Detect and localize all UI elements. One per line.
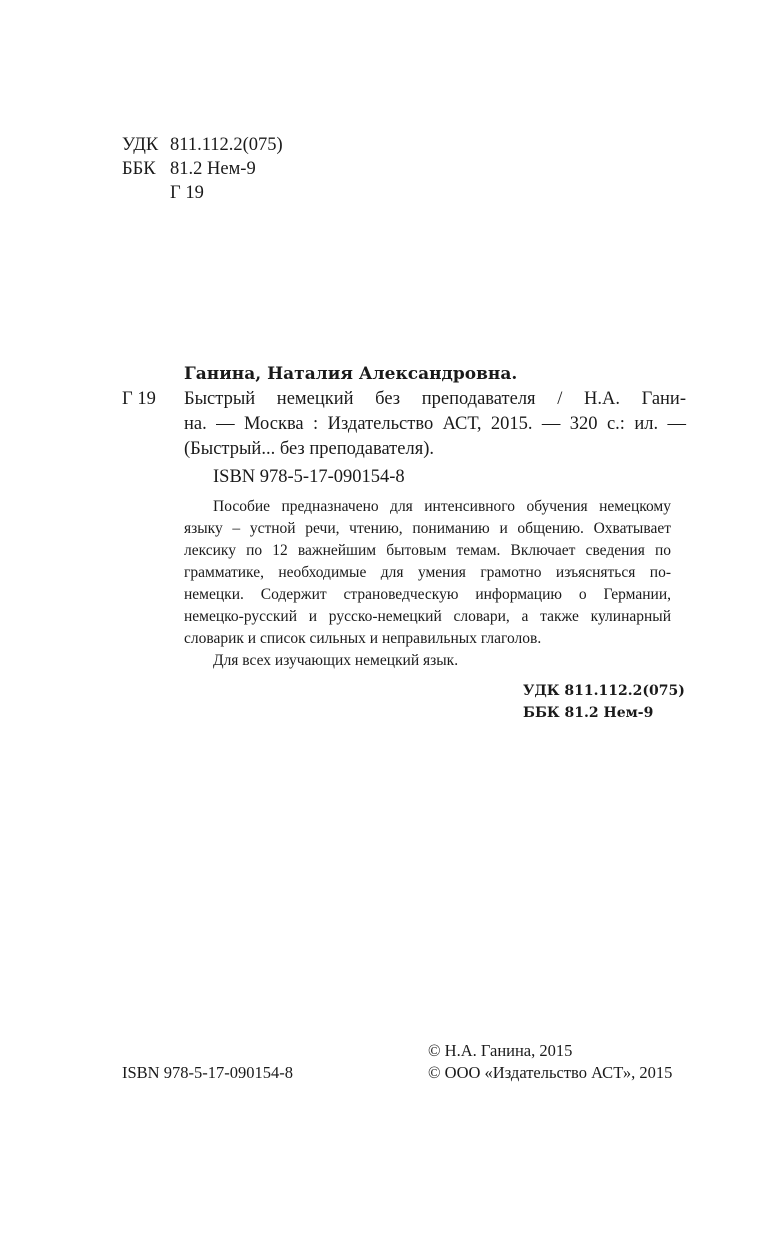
udk-value: 811.112.2(075) (170, 135, 283, 155)
annotation (213, 496, 671, 518)
title-statement-2 (184, 412, 686, 437)
footer-isbn: ISBN 978-5-17-090154-8 (122, 1063, 293, 1082)
author-mark: Г 19 (122, 389, 156, 409)
codes-udk: УДК 811.112.2(075) (523, 683, 685, 699)
bbk-line (122, 157, 342, 181)
annotation-line: словарик и список сильных и неправильных глаголов. (184, 630, 542, 647)
title-line: Быстрый немецкий без преподавателя / Н.А. Гани- (184, 389, 686, 409)
title-line: на. — Москва : Издательство АСТ, 2015. — 320 с.: ил. — (184, 414, 686, 434)
udk-line (122, 133, 342, 157)
isbn-record: ISBN 978-5-17-090154-8 (213, 467, 405, 487)
annotation-line: лексику по 12 важнейшим бытовым темам. Включает сведения по (184, 542, 671, 559)
bbk-value: 81.2 Нем-9 (170, 159, 256, 179)
title-statement (184, 387, 686, 412)
annotation-line: Пособие предназначено для интенсивного обучения немецкому (213, 498, 671, 515)
series-line: (Быстрый... без преподавателя). (184, 439, 435, 459)
copyright-author: © Н.А. Ганина, 2015 (428, 1041, 573, 1060)
bbk-label: ББК (122, 159, 156, 179)
author-heading: Ганина, Наталия Александровна. (184, 364, 518, 384)
udk-label: УДК (122, 135, 159, 155)
annotation-body (184, 518, 671, 650)
codes-block (523, 680, 685, 724)
annotation-line: языку – устной речи, чтению, пониманию и общению. Охватывает (184, 520, 671, 537)
annotation-line: грамматике, необходимые для умения грамотно изъясняться по- (184, 564, 671, 581)
audience-note: Для всех изучающих немецкий язык. (213, 652, 459, 669)
annotation-line: немецки. Содержит страноведческую информацию о Германии, (184, 586, 671, 603)
author-mark-top: Г 19 (170, 183, 204, 203)
copyright-publisher: © ООО «Издательство АСТ», 2015 (428, 1063, 673, 1082)
annotation-line: немецко-русский и русско-немецкий словари, а также кулинарный (184, 608, 671, 625)
codes-bbk: ББК 81.2 Нем-9 (523, 705, 654, 721)
